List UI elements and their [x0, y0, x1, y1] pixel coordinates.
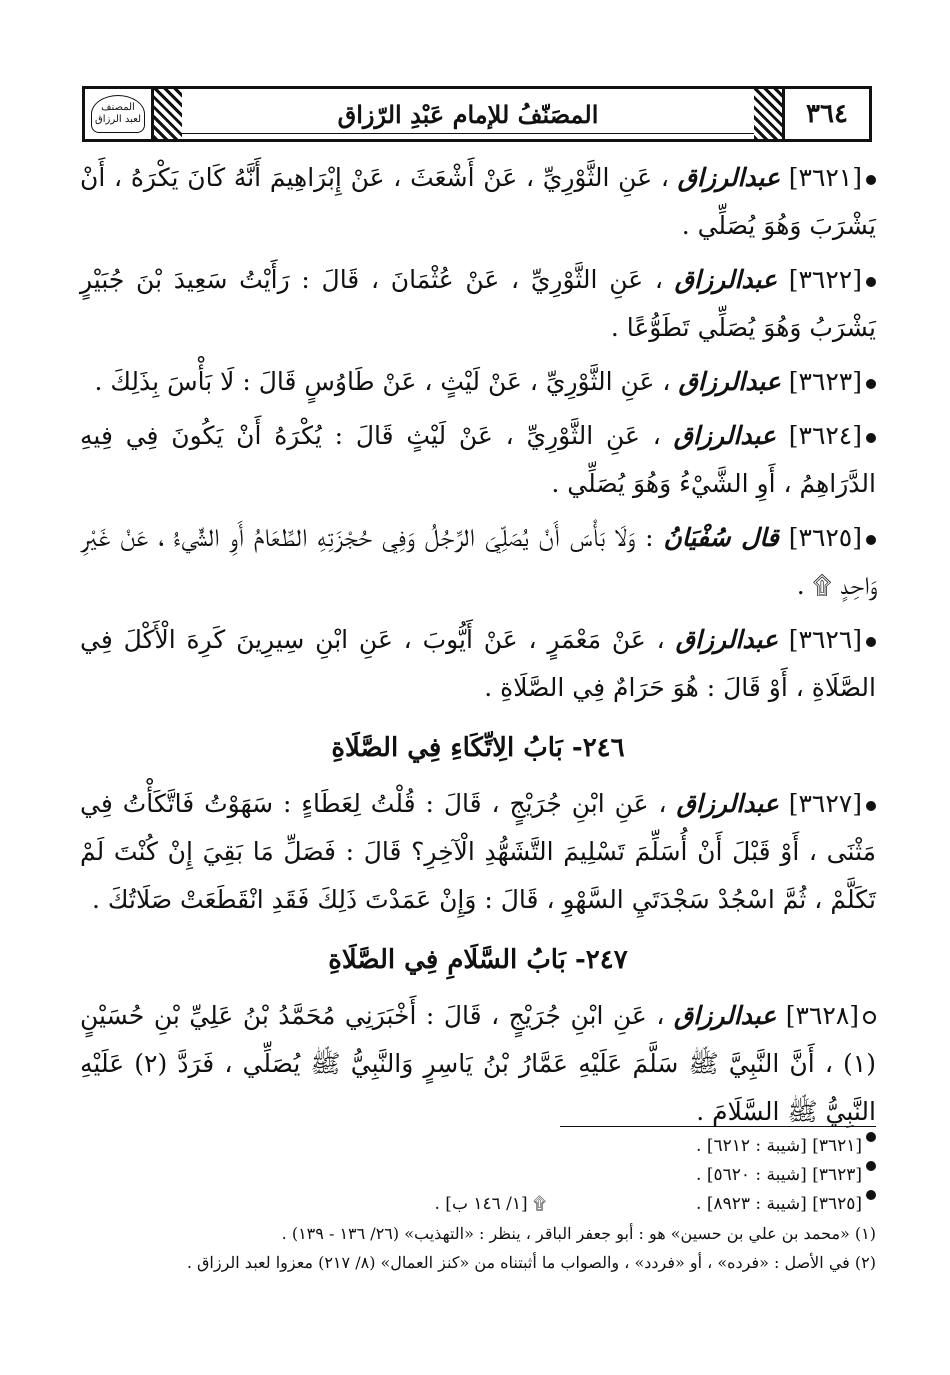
hadith-paragraph	[80, 358, 876, 406]
bullet-icon	[866, 433, 876, 443]
book-logo	[82, 86, 154, 142]
folio-marker: ۩ [١/ ١٤٦ ب] .	[434, 1194, 547, 1214]
hadith-number: [٣٦٢٦]	[788, 625, 863, 654]
narrator: عبدالرزاق	[677, 163, 781, 192]
hadith-number: [٣٦٢١]	[788, 163, 862, 192]
bullet-icon	[866, 175, 876, 185]
open-bullet-icon	[863, 1011, 876, 1024]
narrator: قال سُفْيَانُ	[663, 523, 779, 552]
narrator: عبدالرزاق	[678, 367, 781, 396]
hadith-text: ، عَنِ الثَّوْرِيِّ ، عَنْ لَيْثٍ ، عَنْ طَاوُسٍ قَالَ : لَا بَأْسَ بِذَلِكَ .	[94, 367, 671, 396]
hadith-number: [٣٦٢٢]	[788, 265, 862, 294]
narrator: عبدالرزاق	[674, 265, 778, 294]
footnote-note: (١) «محمد بن علي بن حسين» هو : أبو جعفر الباقر ، ينظر : «التهذيب» (٢٦/ ١٣٦ - ١٣٩) .	[281, 1224, 876, 1243]
running-title: المصَنّفُ للإمام عَبْدِ الرّزاق	[182, 86, 754, 142]
hadith-paragraph	[80, 616, 876, 712]
narrator: عبدالرزاق	[675, 625, 778, 654]
hadith-paragraph	[80, 992, 876, 1136]
narrator: عبدالرزاق	[673, 421, 776, 450]
chapter-heading: ٢٤٦- بَابُ الِاتِّكَاءِ فِي الصَّلَاةِ	[331, 733, 625, 763]
bullet-icon	[866, 1132, 876, 1142]
footnotes	[80, 1132, 876, 1277]
hadith-paragraph	[80, 412, 876, 508]
hadith-text: ، عَنِ الثَّوْرِيِّ ، عَنْ أَشْعَثَ ، عَنْ إِبْرَاهِيمَ أَنَّهُ كَانَ يَكْرَهُ ، أَنْ يَشْرَبَ وَهُوَ يُصَلِّي .	[80, 163, 876, 240]
footnote-ref	[80, 1161, 876, 1190]
chapter-heading: ٢٤٧- بَابُ السَّلَامِ فِي الصَّلَاةِ	[328, 945, 628, 975]
hadith-paragraph	[80, 154, 876, 250]
main-text	[80, 154, 876, 1142]
footnote-rule	[560, 1126, 876, 1127]
hadith-paragraph	[80, 256, 876, 352]
hadith-paragraph	[80, 780, 876, 924]
narrator: عبدالرزاق	[676, 789, 779, 818]
footnote-ref	[80, 1190, 876, 1219]
ref-text: [٣٦٢١] [شيبة : ٦٢١٢] .	[696, 1136, 862, 1156]
bullet-icon	[866, 1190, 876, 1200]
ref-text: [٣٦٢٣] [شيبة : ٥٦٢٠] .	[696, 1165, 862, 1185]
hadith-text: ، عَنِ الثَّوْرِيِّ ، عَنْ لَيْثٍ قَالَ : يُكْرَهُ أَنْ يَكُونَ فِي فِيهِ الدَّرَاهِمُ ، أَوِ الشَّيْءُ وَهُوَ يُصَلِّي .	[80, 421, 876, 498]
ornament-right	[754, 86, 782, 142]
bullet-icon	[866, 379, 876, 389]
hadith-text: ، عَنْ مَعْمَرٍ ، عَنْ أَيُّوبَ ، عَنِ ابْنِ سِيرِينَ كَرِهَ الْأَكْلَ فِي الصَّلَاةِ ، أَوْ قَالَ : هُوَ حَرَامٌ فِي الصَّلَاةِ .	[80, 625, 876, 702]
footnote-ref	[80, 1132, 876, 1161]
footnote-note: (٢) في الأصل : «فرده» ، أو «فردد» ، والصواب ما أثبتناه من «كنز العمال» (٨/ ٢١٧) معزوا لعبد الرزاق .	[186, 1253, 876, 1272]
bullet-icon	[866, 801, 876, 811]
page-header	[82, 86, 872, 142]
hadith-text: : وَلَا بَأْسَ أَنْ يُصَلِّيَ الرَّجُلُ وَفِي حُجْزَتِهِ الطَّعَامُ أَوِ الشَّيْءُ ، عَنْ غَيْرِ وَاحِدٍ ۩ .	[80, 523, 876, 600]
hadith-text: ، عَنِ ابْنِ جُرَيْجٍ ، قَالَ : قُلْتُ لِعَطَاءٍ : سَهَوْتُ فَاتَّكَأْتُ فِي مَثْنَى ، أَوْ قَبْلَ أَنْ أُسَلِّمَ تَسْلِيمَ التَّشَهُّدِ الْآخِرِ؟ قَالَ : فَصَلِّ مَا بَقِيَ إِنْ كُنْتَ لَمْ تَكَلَّمْ ، ثُمَّ اسْجُدْ سَجْدَتَيِ السَّهْوِ ، قَالَ : وَإِنْ عَمَدْتَ ذَلِكَ فَقَدِ انْقَطَعَتْ صَلَاتُكَ .	[80, 789, 876, 914]
ornament-left	[154, 86, 182, 142]
logo-text: المصنف لعبد الرزاق	[91, 95, 145, 133]
page-number: ٣٦٤	[782, 86, 872, 142]
hadith-number: [٣٦٢٥]	[788, 523, 862, 552]
bullet-icon	[866, 1161, 876, 1171]
narrator: عبدالرزاق	[673, 1001, 777, 1030]
ref-text: [٣٦٢٥] [شيبة : ٨٩٢٣] .	[696, 1194, 862, 1214]
hadith-number: [٣٦٢٧]	[788, 789, 862, 818]
hadith-text: ، عَنِ ابْنِ جُرَيْجٍ ، قَالَ : أَخْبَرَنِي مُحَمَّدُ بْنُ عَلِيِّ بْنِ حُسَيْنٍ (١) ، أَنَّ النَّبِيَّ ﷺ سَلَّمَ عَلَيْهِ عَمَّارُ بْنُ يَاسِرٍ وَالنَّبِيُّ ﷺ يُصَلِّي ، فَرَدَّ (٢) عَلَيْهِ النَّبِيُّ ﷺ السَّلَامَ .	[80, 1001, 876, 1126]
hadith-number: [٣٦٢٤]	[788, 421, 862, 450]
hadith-number: [٣٦٢٣]	[788, 367, 862, 396]
hadith-number: [٣٦٢٨]	[785, 1001, 860, 1030]
bullet-icon	[866, 535, 876, 545]
bullet-icon	[866, 277, 876, 287]
hadith-paragraph	[80, 514, 876, 610]
hadith-text: ، عَنِ الثَّوْرِيِّ ، عَنْ عُثْمَانَ ، قَالَ : رَأَيْتُ سَعِيدَ بْنَ جُبَيْرٍ يَشْرَبُ وَهُوَ يُصَلِّي تَطَوُّعًا .	[80, 265, 876, 342]
bullet-icon	[866, 637, 876, 647]
